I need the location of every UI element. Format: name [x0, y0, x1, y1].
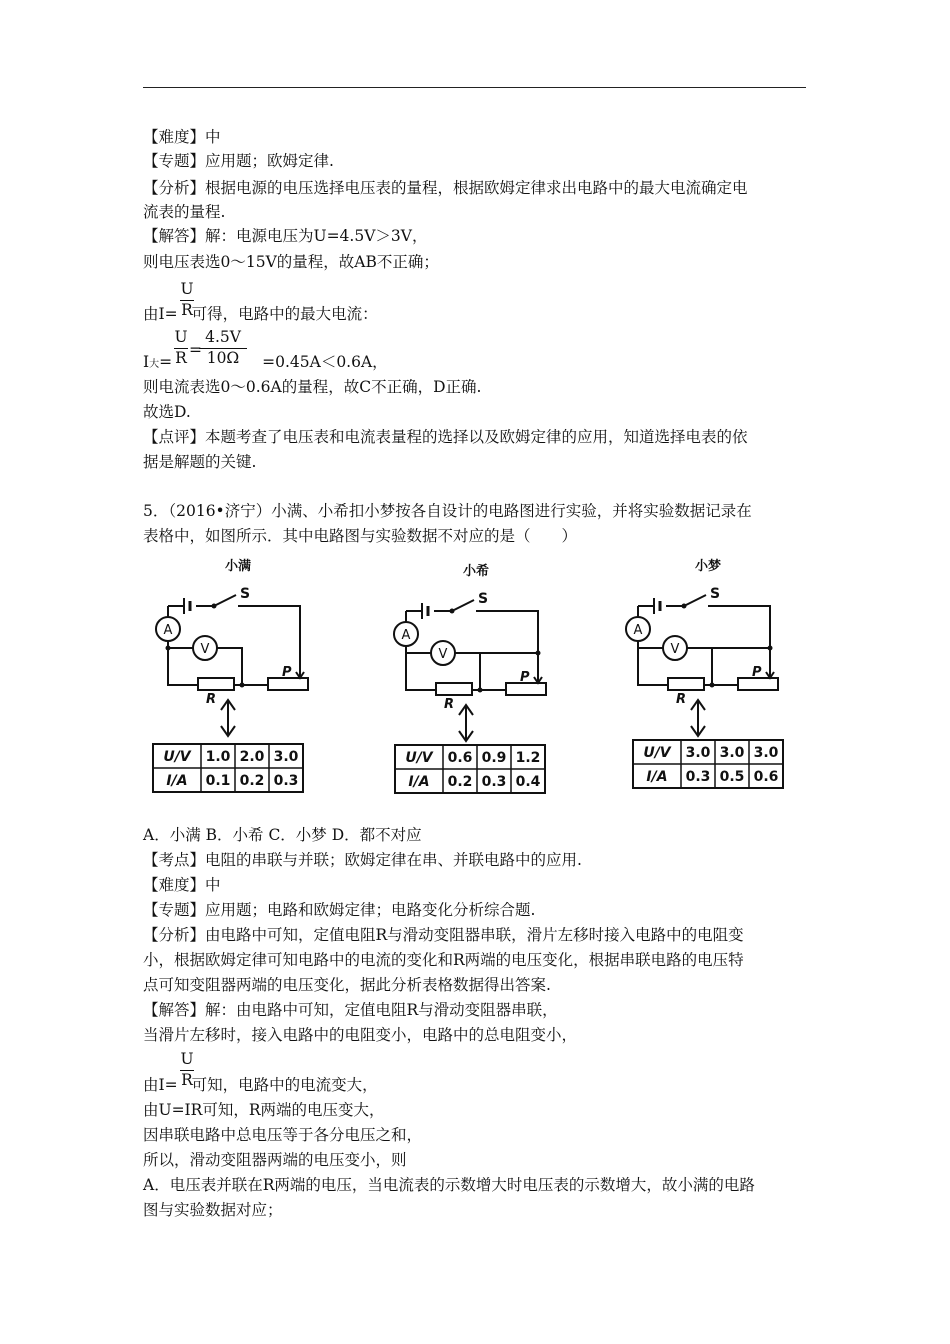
fraction-equals: = — [189, 341, 202, 359]
table-cell: 2.0 — [239, 749, 265, 765]
solution-line-3-prefix: 由I= — [143, 305, 178, 323]
junction-dot — [710, 683, 715, 688]
voltmeter-label: V — [670, 642, 680, 657]
table-cell: 0.6 — [753, 769, 779, 785]
junction-dot — [240, 683, 245, 688]
solution-2-line-2: 当滑片左移时，接入电路中的电阻变小，电路中的总电阻变小， — [143, 1026, 578, 1044]
figure-title: 小满 — [224, 559, 252, 574]
solution-2-line-4: 由U=IR可知，R两端的电压变大， — [143, 1101, 385, 1119]
solution-2-line-7: A．电压表并联在R两端的电压，当电流表的示数增大时电压表的示数增大，故小满的电路 — [143, 1176, 755, 1194]
slider-arrow — [766, 670, 774, 678]
circuit-figure-1 — [153, 558, 308, 792]
table-cell: 0.4 — [515, 774, 541, 790]
question-5-line-2: 表格中，如图所示．其中电路图与实验数据不对应的是（ ） — [143, 527, 578, 545]
table-cell: 3.0 — [685, 745, 711, 761]
junction-dot — [768, 646, 773, 651]
junction-dot — [536, 651, 541, 656]
topic-line: 【专题】应用题；欧姆定律. — [143, 152, 334, 170]
analysis-2-line-3: 点可知变阻器两端的电压变化，据此分析表格数据得出答案. — [143, 976, 551, 994]
table-cell: 1.2 — [515, 750, 541, 766]
table-row-label: I/A — [408, 774, 430, 790]
topic-line-2: 【专题】应用题；电路和欧姆定律；电路变化分析综合题. — [143, 901, 536, 919]
solution-2-line-3-prefix: 由I= — [143, 1076, 178, 1094]
solution-2-line-1: 【解答】解：由电路中可知，定值电阻R与滑动变阻器串联， — [143, 1001, 558, 1019]
solution-line-1: 【解答】解：电源电压为U=4.5V＞3V， — [143, 227, 428, 245]
fraction-4-denominator: R — [181, 1071, 193, 1089]
switch-blade — [214, 595, 236, 606]
table-row-label: I/A — [166, 773, 188, 789]
fraction-2-denominator: R — [175, 349, 187, 367]
solution-line-3-suffix: 可得，电路中的最大电流： — [191, 305, 378, 323]
figure-title: 小希 — [462, 564, 490, 579]
switch-label: S — [478, 591, 489, 607]
fraction-4-numerator: U — [180, 1050, 194, 1068]
resistor-label: R — [676, 692, 687, 707]
circuit-figure-2 — [394, 563, 546, 793]
ammeter-label: A — [633, 623, 643, 638]
table-cell: 1.0 — [205, 749, 231, 765]
solution-2-line-8: 图与实验数据对应； — [143, 1201, 283, 1219]
solution-2-line-3-suffix: 可知，电路中的电流变大， — [191, 1076, 378, 1094]
switch-label: S — [240, 586, 251, 602]
slider-label: P — [520, 670, 530, 685]
table-cell: 3.0 — [273, 749, 299, 765]
data-table — [153, 744, 303, 792]
resistor-icon — [668, 678, 704, 690]
switch-blade — [684, 595, 706, 606]
fraction-1-denominator: R — [181, 301, 193, 319]
table-cell: 0.3 — [685, 769, 711, 785]
junction-dot — [166, 646, 171, 651]
slider-label: P — [752, 665, 762, 680]
table-cell: 3.0 — [753, 745, 779, 761]
ammeter-label: A — [163, 623, 173, 638]
table-row-label: U/V — [163, 749, 191, 765]
analysis-2-line-2: 小，根据欧姆定律可知电路中的电流的变化和R两端的电压变化，根据串联电路的电压特 — [143, 951, 744, 969]
current-subscript: 大 — [149, 359, 160, 370]
data-table — [633, 740, 783, 788]
table-cell: 0.9 — [481, 750, 507, 766]
voltmeter-label: V — [438, 647, 448, 662]
options-line: A．小满 B．小希 C．小梦 D．都不对应 — [143, 826, 422, 844]
solution-line-2: 则电压表选0～15V的量程，故AB不正确； — [143, 253, 439, 271]
analysis-line-1: 【分析】根据电源的电压选择电压表的量程，根据欧姆定律求出电路中的最大电流确定电 — [143, 179, 748, 197]
wire-top-right — [708, 606, 770, 670]
voltmeter-label: V — [200, 642, 210, 657]
table-cell: 0.2 — [447, 774, 473, 790]
solution-2-line-6: 所以，滑动变阻器两端的电压变小，则 — [143, 1151, 407, 1169]
table-row-label: I/A — [646, 769, 668, 785]
solution-line-4-result: =0.45A＜0.6A， — [262, 353, 388, 371]
wire-top-right — [238, 606, 300, 670]
current-symbol: I — [143, 353, 150, 371]
slider-arrow — [534, 675, 542, 683]
table-cell: 0.2 — [239, 773, 265, 789]
knowledge-point-line: 【考点】电阻的串联与并联；欧姆定律在串、并联电路中的应用. — [143, 851, 582, 869]
fraction-3-denominator: 10Ω — [206, 349, 240, 367]
slider-arrow — [296, 670, 304, 678]
solution-2-line-5: 因串联电路中总电压等于各分电压之和， — [143, 1126, 423, 1144]
difficulty-line-2: 【难度】中 — [143, 876, 221, 894]
analysis-2-line-1: 【分析】由电路中可知，定值电阻R与滑动变阻器串联，滑片左移时接入电路中的电阻变 — [143, 926, 744, 944]
table-row-label: U/V — [643, 745, 671, 761]
wire-top-right — [476, 611, 538, 675]
resistor-icon — [436, 683, 472, 695]
switch-label: S — [710, 586, 721, 602]
table-row-label: U/V — [405, 750, 433, 766]
table-cell: 0.6 — [447, 750, 473, 766]
solution-line-5: 则电流表选0～0.6A的量程，故C不正确，D正确. — [143, 378, 482, 396]
fraction-1-numerator: U — [180, 280, 194, 298]
fraction-3-numerator: 4.5V — [205, 328, 241, 346]
table-cell: 0.3 — [481, 774, 507, 790]
table-cell: 0.1 — [205, 773, 231, 789]
table-cell: 0.5 — [719, 769, 745, 785]
comment-line-1: 【点评】本题考查了电压表和电流表量程的选择以及欧姆定律的应用，知道选择电表的依 — [143, 428, 748, 446]
resistor-icon — [198, 678, 234, 690]
switch-blade — [452, 600, 474, 611]
circuit-figure-3 — [626, 558, 783, 788]
solution-2-line-3 — [143, 1073, 378, 1097]
resistor-label: R — [444, 697, 455, 712]
fraction-2-numerator: U — [174, 328, 188, 346]
comment-line-2: 据是解题的关键. — [143, 453, 257, 471]
question-5-line-1: 5．（2016•济宁）小满、小希扣小梦按各自设计的电路图进行实验，并将实验数据记录在 — [143, 502, 752, 520]
solution-line-6: 故选D. — [143, 403, 191, 421]
figure-title: 小梦 — [694, 559, 722, 574]
resistor-label: R — [206, 692, 217, 707]
slider-label: P — [282, 665, 292, 680]
junction-dot — [478, 688, 483, 693]
table-cell: 0.3 — [273, 773, 299, 789]
difficulty-line: 【难度】中 — [143, 128, 221, 146]
data-table — [395, 745, 545, 793]
ammeter-label: A — [401, 628, 411, 643]
equals-sign: = — [159, 353, 173, 371]
table-cell: 3.0 — [719, 745, 745, 761]
analysis-line-2: 流表的量程. — [143, 203, 226, 221]
